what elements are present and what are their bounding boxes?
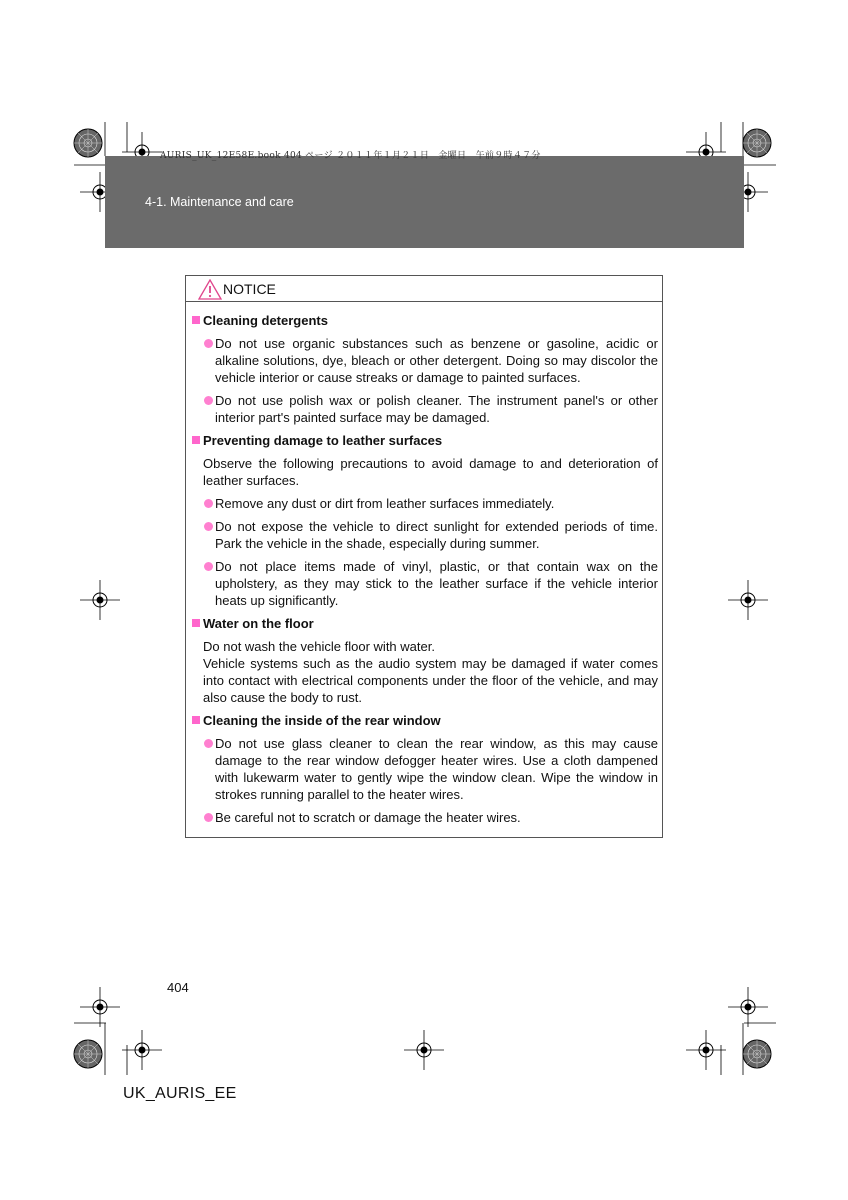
paragraph: Do not wash the vehicle floor with water.: [203, 639, 435, 654]
print-info: AURIS_UK_12E58E.book 404 ページ ２０１１年１月２１日 金曜日 午前９時４７分: [160, 151, 541, 161]
footer-code: UK_AURIS_EE: [123, 1085, 237, 1102]
section-title: 4-1. Maintenance and care: [145, 195, 294, 209]
notice-body: [191, 312, 658, 832]
section-cleaning-detergents: [191, 312, 658, 426]
notice-box: [185, 275, 663, 838]
notice-title: NOTICE: [223, 281, 276, 297]
section-heading: Cleaning detergents: [191, 312, 658, 329]
paragraph: Vehicle systems such as the audio system may be damaged if water comes into contact with electrical components under the floor of the vehicle, and may also cause the body to rust.: [203, 656, 658, 705]
paragraph: Observe the following precautions to avoid damage to and deterioration of leather surfaces.: [203, 456, 658, 488]
bullet-item: Do not use polish wax or polish cleaner. The instrument panel's or other interior part's painted surface may be damaged.: [191, 392, 658, 426]
section-heading: Preventing damage to leather surfaces: [191, 432, 658, 449]
section-heading: Cleaning the inside of the rear window: [191, 712, 658, 729]
bullet-item: Do not place items made of vinyl, plastic, or that contain wax on the upholstery, as they may stick to the leather surface if the vehicle interior heats up significantly.: [191, 558, 658, 609]
bullet-item: Be careful not to scratch or damage the heater wires.: [191, 809, 658, 826]
section-rear-window: [191, 712, 658, 826]
section-heading: Water on the floor: [191, 615, 658, 632]
bullet-item: Do not use glass cleaner to clean the rear window, as this may cause damage to the rear window defogger heater wires. Use a cloth dampened with lukewarm water to gently wipe the window clean. Wipe the window in strokes running parallel to the heater wires.: [191, 735, 658, 803]
warning-icon: [198, 279, 222, 300]
bullet-item: Remove any dust or dirt from leather surfaces immediately.: [191, 495, 658, 512]
bullet-item: Do not use organic substances such as benzene or gasoline, acidic or alkaline solutions, dye, bleach or other detergent. Doing so may discolor the vehicle interior or cause streaks or damage to painted surfaces.: [191, 335, 658, 386]
section-water-on-floor: [191, 615, 658, 706]
bullet-item: Do not expose the vehicle to direct sunlight for extended periods of time. Park the vehicle in the shade, especially during summer.: [191, 518, 658, 552]
page-number: 404: [167, 980, 189, 995]
notice-header: [186, 276, 662, 302]
section-leather-surfaces: [191, 432, 658, 609]
